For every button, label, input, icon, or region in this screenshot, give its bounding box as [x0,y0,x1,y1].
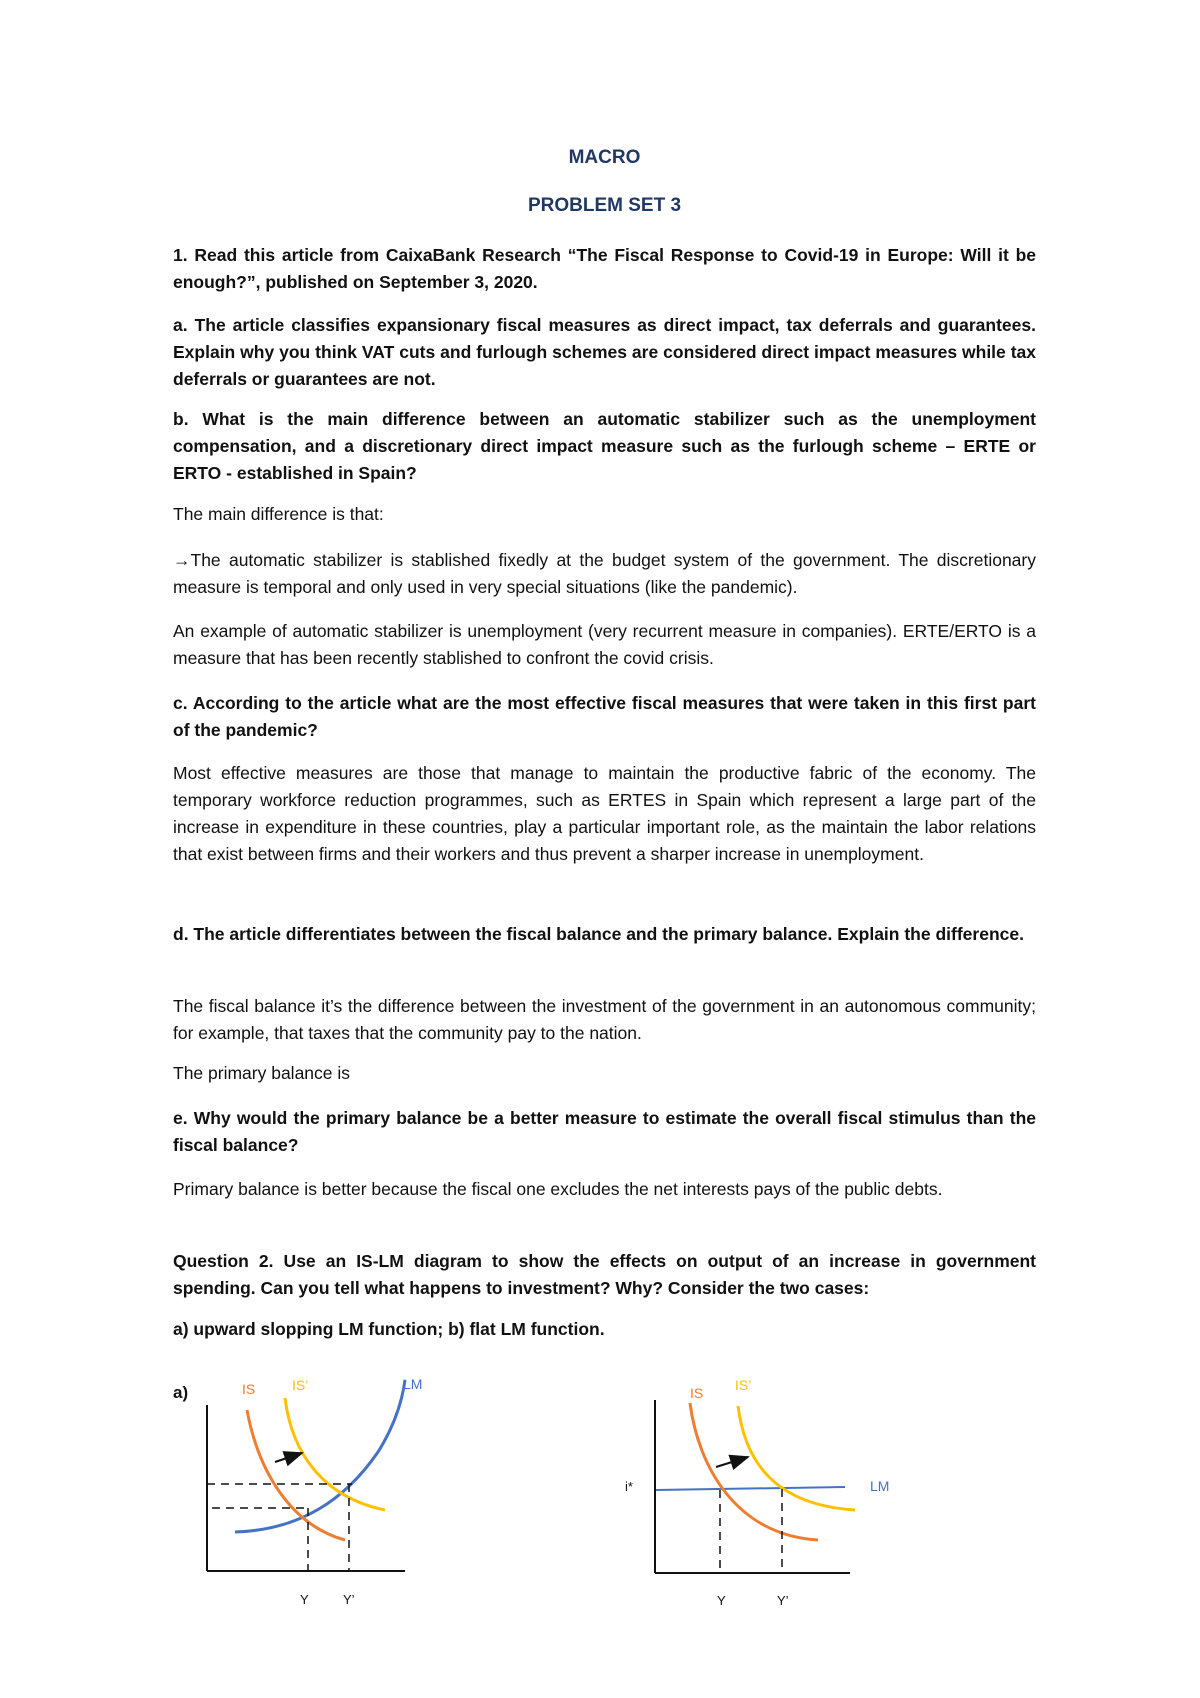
diagram-a-is-prime-label: IS’ [292,1377,309,1393]
diagram-b-lm-curve [656,1487,845,1490]
diagram-b-y-prime-label: Y’ [777,1593,789,1608]
diagram-a-is-curve [247,1410,345,1540]
diagram-a-lm-label: LM [403,1376,423,1392]
question-1e: e. Why would the primary balance be a better measure to estimate the overall fiscal stimulus than the fiscal balance? [173,1108,1036,1155]
diagram-b-shift-arrow [716,1457,748,1467]
question-1b: b. What is the main difference between an automatic stabilizer such as the unemployment compensation, and a discretionary direct impact measure such as the furlough scheme – ERTE or ERTO - established in Spain? [173,409,1036,483]
answer-1c: Most effective measures are those that manage to maintain the productive fabric of the economy. The temporary workforce reduction programmes, such as ERTES in Spain which represent a large part of the increase in expenditure in these countries, play a particular important role, as the maintain the labor relations that exist between firms and their workers and thus prevent a sharper increase in unemployment. [173,763,1036,864]
diagram-a-is-prime-curve [285,1398,385,1510]
diagram-a-label: a) [173,1383,189,1402]
answer-1b-intro: The main difference is that: [173,504,384,524]
question-2-cases: a) upward slopping LM function; b) flat LM function. [173,1319,605,1339]
question-2: Question 2. Use an IS-LM diagram to show the effects on output of an increase in government spending. Can you tell what happens to investment? Why? Consider the two cases: [173,1251,1036,1298]
answer-1d-primary: The primary balance is [173,1063,351,1083]
document-title: MACRO [568,147,641,168]
answer-1b-example: An example of automatic stabilizer is unemployment (very recurrent measure in companies). ERTE/ERTO is a measure that has been recently stablished to confront the covid crisis. [173,621,1036,668]
diagram-b-y-label: Y [717,1593,726,1608]
question-1c: c. According to the article what are the most effective fiscal measures that were taken in this first part of the pandemic? [173,693,1036,740]
question-1-intro: 1. Read this article from CaixaBank Research “The Fiscal Response to Covid-19 in Europe: Will it be enough?”, published on September 3, 2020. [173,245,1036,292]
question-1d: d. The article differentiates between the fiscal balance and the primary balance. Explain the difference. [173,924,1024,944]
diagram-a-is-label: IS [242,1381,256,1397]
document-subtitle: PROBLEM SET 3 [527,195,682,216]
answer-1d-fiscal: The fiscal balance it’s the difference between the investment of the government in an autonomous community; for example, that taxes that the community pay to the nation. [173,996,1036,1043]
answer-1b-point: →The automatic stabilizer is stablished fixedly at the budget system of the government. The discretionary measure is temporal and only used in very special situations (like the pandemic). [173,550,1036,597]
diagram-b-is-prime-label: IS’ [735,1377,752,1393]
arrow-icon: → [173,550,191,570]
diagram-a-y-label: Y [300,1592,309,1607]
answer-1e: Primary balance is better because the fiscal one excludes the net interests pays of the public debts. [173,1179,943,1199]
diagram-b-is-label: IS [690,1385,704,1401]
diagram-a-y-prime-label: Y’ [343,1592,355,1607]
diagram-b-is-curve [690,1403,818,1540]
diagram-b-i-star-label: i* [625,1479,633,1494]
diagram-a-shift-arrow [275,1453,302,1462]
diagram-b-lm-label: LM [870,1478,890,1494]
question-1a: a. The article classifies expansionary fiscal measures as direct impact, tax deferrals and guarantees. Explain why you think VAT cuts and furlough schemes are considered direct impact measures while tax deferrals or guarantees are not. [173,315,1036,389]
diagram-b-is-prime-curve [738,1406,855,1510]
diagram-a-lm-curve [235,1380,405,1532]
